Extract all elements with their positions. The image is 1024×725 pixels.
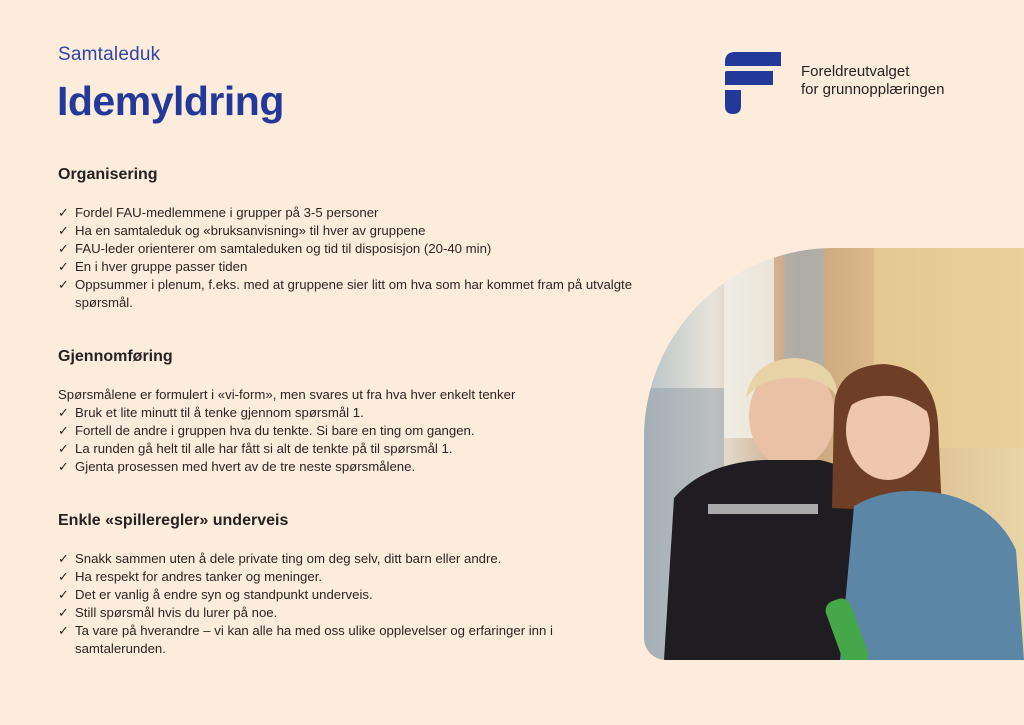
list-item: [58, 422, 638, 440]
logo-line-1: Foreldreutvalget: [801, 63, 910, 80]
list-item-text: FAU-leder orienterer om samtaleduken og tid til disposisjon (20-40 min): [75, 241, 492, 256]
check-icon: ✓: [58, 569, 69, 584]
list-item-text: La runden gå helt til alle har fått si alt de tenkte på til spørsmål 1.: [75, 441, 453, 456]
list-item: [58, 222, 638, 240]
list-item: [58, 550, 638, 568]
check-icon: ✓: [58, 405, 69, 420]
check-icon: ✓: [58, 423, 69, 438]
list-item-text: Fortell de andre i gruppen hva du tenkte. Si bare en ting om gangen.: [75, 423, 475, 438]
check-icon: ✓: [58, 259, 69, 274]
list-item: [58, 440, 638, 458]
section-heading: Gjennomføring: [58, 348, 173, 365]
photo-two-girls: [644, 248, 1024, 660]
list-item-text: Snakk sammen uten å dele private ting om deg selv, ditt barn eller andre.: [75, 551, 502, 566]
list-item: [58, 276, 638, 312]
list-item-text: Ha en samtaleduk og «bruksanvisning» til hver av gruppene: [75, 223, 426, 238]
fau-logo-icon: [725, 52, 785, 114]
list-item: [58, 240, 638, 258]
list-item-text: Det er vanlig å endre syn og standpunkt underveis.: [75, 587, 373, 602]
list-item-text: Oppsummer i plenum, f.eks. med at gruppene sier litt om hva som har kommet fram på utvalgte spørsmål.: [75, 277, 633, 310]
list-item: [58, 404, 638, 422]
section-intro: Spørsmålene er formulert i «vi-form», men svares ut fra hva hver enkelt tenker: [58, 387, 516, 402]
check-icon: ✓: [58, 605, 69, 620]
check-icon: ✓: [58, 241, 69, 256]
page-kicker: Samtaleduk: [58, 44, 161, 65]
section-organisering: [58, 166, 638, 312]
list-item: [58, 622, 638, 658]
check-icon: ✓: [58, 551, 69, 566]
list-item-text: Fordel FAU-medlemmene i grupper på 3-5 personer: [75, 205, 379, 220]
photo-illustration: [644, 248, 1024, 660]
section-heading: Enkle «spilleregler» underveis: [58, 512, 289, 529]
check-icon: ✓: [58, 623, 69, 638]
list-item-text: En i hver gruppe passer tiden: [75, 259, 248, 274]
check-icon: ✓: [58, 459, 69, 474]
checklist: [58, 204, 638, 312]
list-item-text: Ha respekt for andres tanker og meninger.: [75, 569, 323, 584]
list-item: [58, 204, 638, 222]
section-heading: Organisering: [58, 166, 158, 183]
list-item: [58, 586, 638, 604]
section-spilleregler: [58, 512, 638, 658]
page-title: Idemyldring: [57, 78, 284, 124]
checklist: [58, 550, 638, 658]
check-icon: ✓: [58, 587, 69, 602]
list-item: [58, 458, 638, 476]
list-item-text: Gjenta prosessen med hvert av de tre neste spørsmålene.: [75, 459, 416, 474]
check-icon: ✓: [58, 223, 69, 238]
list-item-text: Bruk et lite minutt til å tenke gjennom spørsmål 1.: [75, 405, 364, 420]
logo-line-2: for grunnopplæringen: [801, 81, 945, 98]
check-icon: ✓: [58, 277, 69, 292]
list-item: [58, 258, 638, 276]
list-item-text: Still spørsmål hvis du lurer på noe.: [75, 605, 278, 620]
list-item-text: Ta vare på hverandre – vi kan alle ha med oss ulike opplevelser og erfaringer inn i samtalerunden.: [75, 623, 553, 656]
list-item: [58, 604, 638, 622]
checklist: [58, 404, 638, 476]
logo-text: [801, 63, 944, 99]
check-icon: ✓: [58, 441, 69, 456]
section-gjennomforing: [58, 348, 638, 476]
check-icon: ✓: [58, 205, 69, 220]
list-item: [58, 568, 638, 586]
